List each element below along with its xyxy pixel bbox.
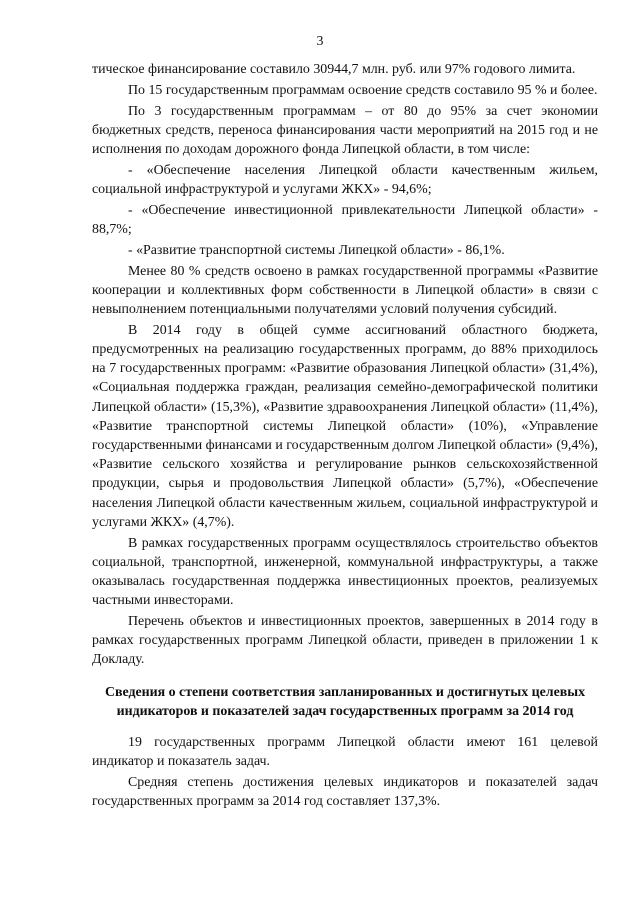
section-heading: Сведения о степени соответствия запланированных и достигнутых целевых индикаторов и показателей задач государственных программ за 2014 год [104,684,586,719]
paragraph: Менее 80 % средств освоено в рамках государственной программы «Развитие кооперации и коллективных форм собственности в Липецкой области» в связи с невыполнением потенциальными получателями условий получения субсидий. [92,263,598,317]
paragraph: 19 государственных программ Липецкой области имеют 161 целевой индикатор и показатель задач. [92,735,598,770]
paragraph: В 2014 году в общей сумме ассигнований областного бюджета, предусмотренных на реализацию государственных программ, до 88% приходилось на 7 государственных программ: «Развитие образования Липецкой области» (31,4%), «Социальная поддержка граждан, реализация семейно-демографической политики Липецкой области» (15,3%), «Развитие здравоохранения Липецкой области» (11,4%), «Развитие транспортной системы Липецкой области» (10%), «Управление государственными финансами и государственным долгом Липецкой области» (9,4%), «Развитие сельского хозяйства и регулирование рынков сельскохозяйственной продукции, сырья и продовольствия Липецкой области» (5,7%), «Обеспечение населения Липецкой области качественным жильем, социальной инфраструктурой и услугами ЖКХ» (4,7%). [92,322,598,530]
paragraph: Перечень объектов и инвестиционных проектов, завершенных в 2014 году в рамках государственных программ Липецкой области, приведен в приложении 1 к Докладу. [92,614,598,668]
paragraph: тическое финансирование составило 30944,7 млн. руб. или 97% годового лимита. [92,62,576,77]
paragraph: По 15 государственным программам освоение средств составило 95 % и более. [128,82,598,98]
list-item: - «Развитие транспортной системы Липецкой области» - 86,1%. [128,242,505,258]
paragraph: По 3 государственным программам – от 80 до 95% за счет экономии бюджетных средств, переноса финансирования части мероприятий на 2015 год и не исполнения по доходам дорожного фонда Липецкой области, в том числе: [92,103,598,157]
list-item: - «Обеспечение инвестиционной привлекательности Липецкой области» - 88,7%; [92,202,598,237]
paragraph: В рамках государственных программ осуществлялось строительство объектов социальной, транспортной, инженерной, коммунальной инфраструктуры, а также оказывалась государственная поддержка инвестиционных проектов, реализуемых частными инвесторами. [92,535,598,609]
page-number: 3 [316,34,324,49]
list-item: - «Обеспечение населения Липецкой области качественным жильем, социальной инфраструктурой и услугами ЖКХ» - 94,6%; [92,162,598,197]
paragraph: Средняя степень достижения целевых индикаторов и показателей задач государственных программ за 2014 год составляет 137,3%. [92,775,598,810]
document-body [92,60,598,813]
